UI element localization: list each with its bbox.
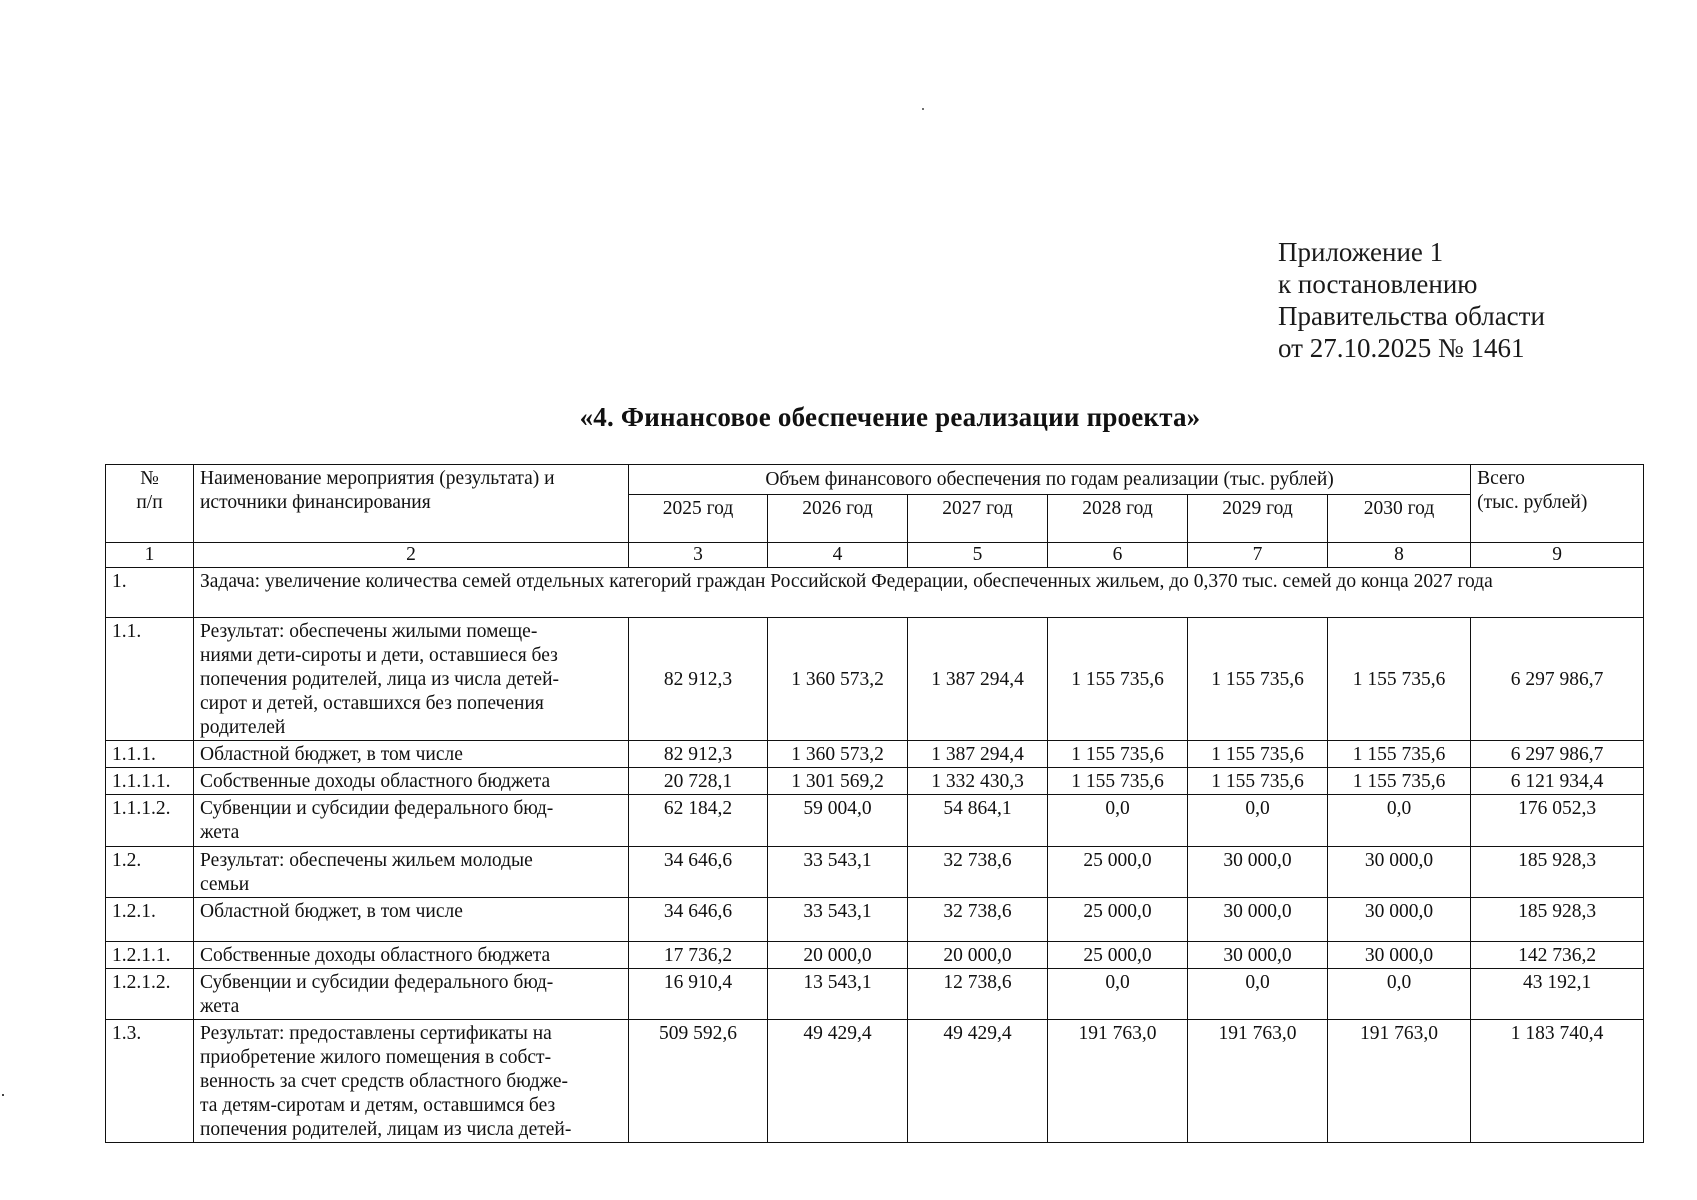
column-number: 1 <box>106 543 194 568</box>
row-year-value: 1 155 735,6 <box>1048 741 1188 768</box>
table-row <box>106 741 1644 768</box>
row-year-value: 191 763,0 <box>1048 1020 1188 1143</box>
table-row <box>106 942 1644 969</box>
row-year-value: 32 738,6 <box>908 847 1048 898</box>
header-num: № п/п <box>106 465 194 543</box>
row-name: Результат: обеспечены жильем молодые семьи <box>194 847 629 898</box>
row-name: Субвенции и субсидии федерального бюд- жета <box>194 969 629 1020</box>
header-year: 2025 год <box>629 495 768 543</box>
column-number: 6 <box>1048 543 1188 568</box>
row-name: Областной бюджет, в том числе <box>194 741 629 768</box>
column-number: 4 <box>768 543 908 568</box>
row-number: 1.2.1. <box>106 898 194 942</box>
row-year-value: 49 429,4 <box>768 1020 908 1143</box>
row-year-value: 1 155 735,6 <box>1188 618 1328 741</box>
row-year-value: 17 736,2 <box>629 942 768 969</box>
column-numbers-row <box>106 543 1644 568</box>
column-number: 8 <box>1328 543 1471 568</box>
scan-speck-left <box>2 1094 4 1096</box>
row-year-value: 30 000,0 <box>1188 898 1328 942</box>
row-year-value: 34 646,6 <box>629 898 768 942</box>
row-year-value: 25 000,0 <box>1048 847 1188 898</box>
row-year-value: 1 155 735,6 <box>1188 741 1328 768</box>
column-number: 3 <box>629 543 768 568</box>
row-year-value: 0,0 <box>1048 795 1188 847</box>
row-year-value: 25 000,0 <box>1048 898 1188 942</box>
table-row <box>106 847 1644 898</box>
header-year: 2027 год <box>908 495 1048 543</box>
row-total-value: 176 052,3 <box>1471 795 1644 847</box>
row-year-value: 1 155 735,6 <box>1188 768 1328 795</box>
row-number: 1.2.1.1. <box>106 942 194 969</box>
row-year-value: 0,0 <box>1048 969 1188 1020</box>
row-year-value: 20 000,0 <box>768 942 908 969</box>
row-total-value: 6 297 986,7 <box>1471 741 1644 768</box>
row-total-value: 185 928,3 <box>1471 847 1644 898</box>
header-year: 2028 год <box>1048 495 1188 543</box>
row-year-value: 59 004,0 <box>768 795 908 847</box>
table-row <box>106 768 1644 795</box>
task-num: 1. <box>106 568 194 618</box>
row-year-value: 13 543,1 <box>768 969 908 1020</box>
section-title: «4. Финансовое обеспечение реализации проекта» <box>579 402 1201 432</box>
header-year: 2030 год <box>1328 495 1471 543</box>
row-total-value: 1 183 740,4 <box>1471 1020 1644 1143</box>
column-number: 7 <box>1188 543 1328 568</box>
row-year-value: 33 543,1 <box>768 898 908 942</box>
table-row <box>106 795 1644 847</box>
row-number: 1.1. <box>106 618 194 741</box>
column-number: 2 <box>194 543 629 568</box>
row-number: 1.2.1.2. <box>106 969 194 1020</box>
row-year-value: 1 387 294,4 <box>908 618 1048 741</box>
table-row <box>106 969 1644 1020</box>
row-year-value: 191 763,0 <box>1328 1020 1471 1143</box>
row-year-value: 20 000,0 <box>908 942 1048 969</box>
header-year: 2026 год <box>768 495 908 543</box>
header-volume: Объем финансового обеспечения по годам реализации (тыс. рублей) <box>629 465 1471 495</box>
row-name: Собственные доходы областного бюджета <box>194 768 629 795</box>
task-text: Задача: увеличение количества семей отдельных категорий граждан Российской Федерации, обеспеченных жильем, до 0,370 тыс. семей до конца 2027 года <box>194 568 1644 618</box>
row-year-value: 0,0 <box>1188 795 1328 847</box>
table-body <box>106 618 1644 1143</box>
row-name: Областной бюджет, в том числе <box>194 898 629 942</box>
row-year-value: 0,0 <box>1328 795 1471 847</box>
row-year-value: 30 000,0 <box>1188 942 1328 969</box>
row-year-value: 191 763,0 <box>1188 1020 1328 1143</box>
column-number: 9 <box>1471 543 1644 568</box>
row-name: Собственные доходы областного бюджета <box>194 942 629 969</box>
row-total-value: 185 928,3 <box>1471 898 1644 942</box>
financing-table <box>105 464 1644 1143</box>
row-year-value: 1 360 573,2 <box>768 618 908 741</box>
row-year-value: 30 000,0 <box>1328 847 1471 898</box>
row-name: Результат: предоставлены сертификаты на приобретение жилого помещения в собст- венность за счет средств областного бюдже- та детям-сиротам и детям, оставшимся без попечения родителей, лицам из числа детей- <box>194 1020 629 1143</box>
row-year-value: 30 000,0 <box>1188 847 1328 898</box>
row-year-value: 1 301 569,2 <box>768 768 908 795</box>
row-year-value: 0,0 <box>1328 969 1471 1020</box>
appendix-line-2: к постановлению <box>1278 269 1478 299</box>
appendix-line-1: Приложение 1 <box>1278 237 1444 267</box>
row-year-value: 30 000,0 <box>1328 942 1471 969</box>
row-year-value: 49 429,4 <box>908 1020 1048 1143</box>
row-year-value: 32 738,6 <box>908 898 1048 942</box>
appendix-reference <box>1278 236 1545 364</box>
row-year-value: 0,0 <box>1188 969 1328 1020</box>
row-year-value: 33 543,1 <box>768 847 908 898</box>
row-name: Субвенции и субсидии федерального бюд- жета <box>194 795 629 847</box>
row-total-value: 43 192,1 <box>1471 969 1644 1020</box>
row-number: 1.3. <box>106 1020 194 1143</box>
row-year-value: 20 728,1 <box>629 768 768 795</box>
row-year-value: 1 360 573,2 <box>768 741 908 768</box>
row-number: 1.1.1.1. <box>106 768 194 795</box>
row-year-value: 1 155 735,6 <box>1048 618 1188 741</box>
row-year-value: 1 387 294,4 <box>908 741 1048 768</box>
table-row <box>106 898 1644 942</box>
row-number: 1.1.1.2. <box>106 795 194 847</box>
column-number: 5 <box>908 543 1048 568</box>
row-year-value: 1 155 735,6 <box>1328 618 1471 741</box>
row-year-value: 1 332 430,3 <box>908 768 1048 795</box>
task-row <box>106 568 1644 618</box>
appendix-line-3: Правительства области <box>1278 301 1545 331</box>
row-total-value: 6 297 986,7 <box>1471 618 1644 741</box>
row-year-value: 25 000,0 <box>1048 942 1188 969</box>
row-year-value: 509 592,6 <box>629 1020 768 1143</box>
row-year-value: 1 155 735,6 <box>1328 741 1471 768</box>
row-number: 1.1.1. <box>106 741 194 768</box>
header-name: Наименование мероприятия (результата) и источники финансирования <box>194 465 629 543</box>
row-year-value: 54 864,1 <box>908 795 1048 847</box>
row-total-value: 142 736,2 <box>1471 942 1644 969</box>
row-total-value: 6 121 934,4 <box>1471 768 1644 795</box>
row-year-value: 1 155 735,6 <box>1328 768 1471 795</box>
row-number: 1.2. <box>106 847 194 898</box>
row-year-value: 16 910,4 <box>629 969 768 1020</box>
row-year-value: 30 000,0 <box>1328 898 1471 942</box>
table-row <box>106 618 1644 741</box>
row-year-value: 82 912,3 <box>629 741 768 768</box>
header-year: 2029 год <box>1188 495 1328 543</box>
row-year-value: 12 738,6 <box>908 969 1048 1020</box>
appendix-line-4: от 27.10.2025 № 1461 <box>1278 333 1525 363</box>
row-name: Результат: обеспечены жилыми помеще- ниями дети-сироты и дети, оставшиеся без попечения родителей, лица из числа детей- сирот и детей, оставшихся без попечения родителей <box>194 618 629 741</box>
table-row <box>106 1020 1644 1143</box>
row-year-value: 62 184,2 <box>629 795 768 847</box>
header-total: Всего (тыс. рублей) <box>1471 465 1644 543</box>
row-year-value: 34 646,6 <box>629 847 768 898</box>
scan-speck <box>922 108 924 110</box>
row-year-value: 82 912,3 <box>629 618 768 741</box>
row-year-value: 1 155 735,6 <box>1048 768 1188 795</box>
